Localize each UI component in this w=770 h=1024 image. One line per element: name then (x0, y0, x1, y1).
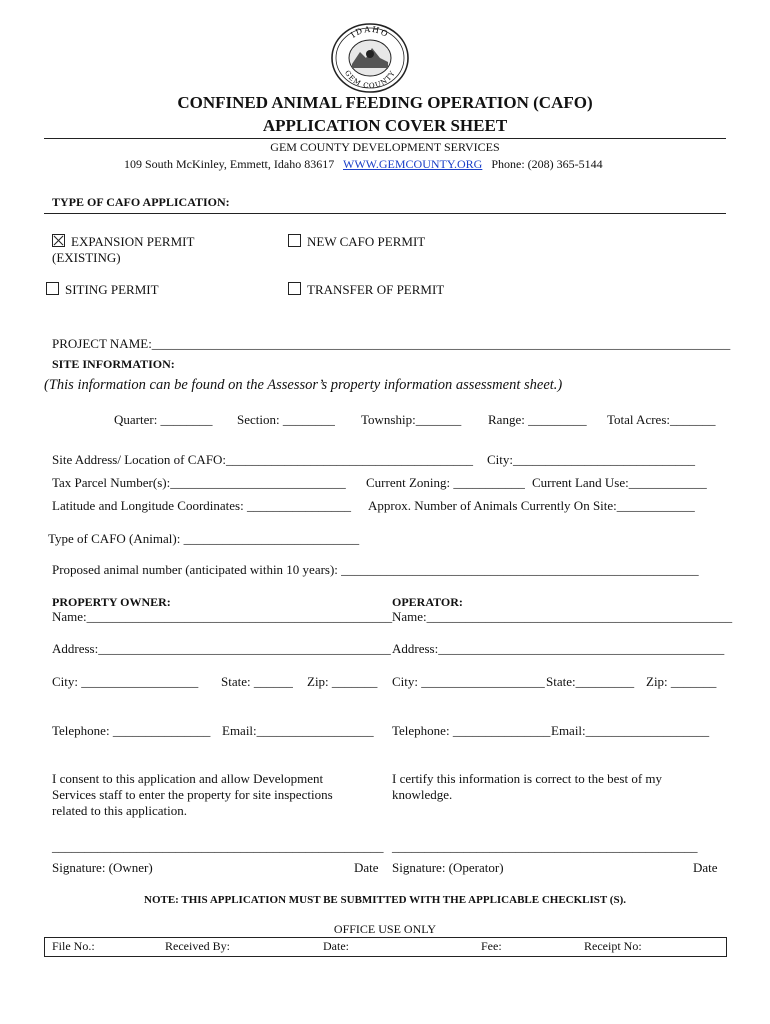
operator-email-field[interactable]: Email:___________________ (551, 723, 710, 738)
owner-address-field[interactable]: Address:_____________________________________________ (52, 641, 391, 656)
header-divider (44, 138, 726, 139)
owner-consent-text (52, 771, 333, 819)
owner-name-field[interactable]: Name:_______________________________________________ (52, 609, 393, 624)
site-city-field[interactable]: City:____________________________ (487, 452, 696, 467)
project-name-field[interactable]: PROJECT NAME:_________________________________________________________________________________________ (52, 336, 731, 351)
owner-signature-line[interactable]: ___________________________________________________ (52, 839, 384, 854)
operator-zip-field[interactable]: Zip: _______ (646, 674, 717, 689)
site-information-heading: SITE INFORMATION: (52, 357, 175, 371)
consent-line: related to this application. (52, 803, 188, 818)
option-expansion-sublabel: (EXISTING) (52, 250, 121, 265)
township-field[interactable]: Township:_______ (361, 412, 462, 427)
consent-line: I consent to this application and allow Development (52, 771, 324, 786)
range-field[interactable]: Range: _________ (488, 412, 587, 427)
agency-phone: Phone: (208) 365-5144 (491, 157, 603, 171)
checkbox-siting-permit[interactable] (46, 282, 59, 295)
current-land-use-field[interactable]: Current Land Use:____________ (532, 475, 707, 490)
total-acres-field[interactable]: Total Acres:_______ (607, 412, 716, 427)
operator-name-field[interactable]: Name:_______________________________________________ (392, 609, 733, 624)
operator-certify-text (392, 771, 662, 803)
seal-top-text: IDAHO (349, 24, 391, 40)
file-no-field[interactable]: File No.: (52, 939, 95, 953)
owner-state-field[interactable]: State: ______ (221, 674, 293, 689)
consent-line: Services staff to enter the property for site inspections (52, 787, 333, 802)
gem-county-seal (330, 22, 410, 94)
owner-zip-field[interactable]: Zip: _______ (307, 674, 378, 689)
seal-bottom-text: GEM COUNTY (342, 69, 398, 91)
site-information-note: (This information can be found on the Assessor’s property information assessment sheet.) (44, 377, 563, 393)
option-siting-label: SITING PERMIT (65, 282, 159, 297)
proposed-animal-number-field[interactable]: Proposed animal number (anticipated within 10 years): _______________________________________________________ (52, 562, 699, 577)
fee-field[interactable]: Fee: (481, 939, 502, 953)
checkbox-new-cafo-permit[interactable] (288, 234, 301, 247)
submission-note: NOTE: THIS APPLICATION MUST BE SUBMITTED WITH THE APPLICABLE CHECKLIST (S). (144, 894, 626, 906)
received-by-field[interactable]: Received By: (165, 939, 230, 953)
agency-address-line (124, 157, 603, 172)
quarter-field[interactable]: Quarter: ________ (114, 412, 213, 427)
operator-city-field[interactable]: City: ___________________ (392, 674, 545, 689)
option-transfer-label: TRANSFER OF PERMIT (307, 282, 445, 297)
option-new-cafo-label: NEW CAFO PERMIT (307, 234, 426, 249)
checkbox-transfer-of-permit[interactable] (288, 282, 301, 295)
operator-state-field[interactable]: State:_________ (546, 674, 635, 689)
operator-telephone-field[interactable]: Telephone: _______________ (392, 723, 551, 738)
option-new-cafo-permit[interactable] (288, 234, 425, 250)
type-of-cafo-field[interactable]: Type of CAFO (Animal): ___________________________ (48, 531, 360, 546)
owner-signature-label: Signature: (Owner) (52, 860, 153, 875)
owner-telephone-field[interactable]: Telephone: _______________ (52, 723, 211, 738)
lat-long-field[interactable]: Latitude and Longitude Coordinates: ________________ (52, 498, 351, 513)
operator-heading: OPERATOR: (392, 595, 463, 609)
application-type-divider (44, 213, 726, 214)
agency-name: GEM COUNTY DEVELOPMENT SERVICES (270, 140, 500, 154)
operator-address-field[interactable]: Address:____________________________________________ (392, 641, 725, 656)
checkbox-expansion-permit[interactable] (52, 234, 65, 247)
option-transfer-of-permit[interactable] (288, 282, 444, 298)
certify-line: knowledge. (392, 787, 453, 802)
office-use-heading: OFFICE USE ONLY (333, 922, 437, 936)
operator-signature-label: Signature: (Operator) (392, 860, 504, 875)
option-expansion-permit[interactable] (52, 234, 194, 250)
tax-parcel-field[interactable]: Tax Parcel Number(s):___________________________ (52, 475, 346, 490)
approx-animals-field[interactable]: Approx. Number of Animals Currently On Site:____________ (368, 498, 695, 513)
site-address-field[interactable]: Site Address/ Location of CAFO:______________________________________ (52, 452, 474, 467)
owner-city-field[interactable]: City: __________________ (52, 674, 199, 689)
option-expansion-label: EXPANSION PERMIT (71, 234, 195, 249)
application-type-heading: TYPE OF CAFO APPLICATION: (52, 195, 230, 209)
title-line-1: CONFINED ANIMAL FEEDING OPERATION (CAFO) (177, 93, 593, 112)
section-field[interactable]: Section: ________ (237, 412, 335, 427)
option-siting-permit[interactable] (46, 282, 159, 298)
property-owner-heading: PROPERTY OWNER: (52, 595, 171, 609)
website-link[interactable]: WWW.GEMCOUNTY.ORG (343, 157, 483, 171)
agency-address: 109 South McKinley, Emmett, Idaho 83617 (124, 157, 335, 171)
owner-email-field[interactable]: Email:__________________ (222, 723, 374, 738)
certify-line: I certify this information is correct to the best of my (392, 771, 663, 786)
owner-date-label: Date (354, 860, 379, 875)
current-zoning-field[interactable]: Current Zoning: ___________ (366, 475, 525, 490)
office-date-field[interactable]: Date: (323, 939, 349, 953)
operator-signature-line[interactable]: _______________________________________________ (392, 839, 698, 854)
title-line-2: APPLICATION COVER SHEET (262, 116, 508, 135)
operator-date-label: Date (693, 860, 718, 875)
receipt-no-field[interactable]: Receipt No: (584, 939, 642, 953)
